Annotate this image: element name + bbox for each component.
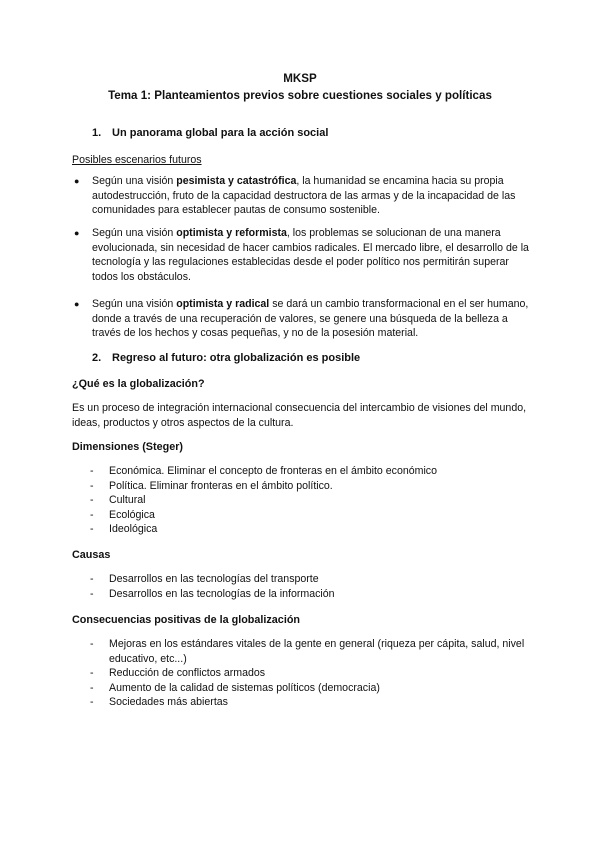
bullet-text-pre: Según una visión xyxy=(92,175,177,187)
list-item xyxy=(90,572,335,587)
scenarios-subheading: Posibles escenarios futuros xyxy=(72,154,202,166)
list-item-text: Desarrollos en las tecnologías de la información xyxy=(109,587,335,600)
dash-icon: - xyxy=(90,696,94,709)
dash-icon: - xyxy=(90,465,94,477)
bullet-text-bold: optimista y radical xyxy=(176,298,270,310)
dash-icon: - xyxy=(90,638,94,650)
dash-icon: - xyxy=(90,587,94,600)
section-1-number: 1. xyxy=(92,127,102,139)
dimensions-heading: Dimensiones (Steger) xyxy=(72,441,183,453)
dash-icon: - xyxy=(90,573,94,585)
list-item xyxy=(90,493,437,508)
list-item-text: Reducción de conflictos armados xyxy=(109,667,266,680)
scenario-bullet-reformist xyxy=(74,226,532,284)
what-is-globalization-heading: ¿Qué es la globalización? xyxy=(72,378,205,390)
positive-consequences-heading: Consecuencias positivas de la globalización xyxy=(72,614,301,626)
bullet-text-post: , los problemas se solucionan de una manera evolucionada, sin necesidad de hacer cambios radicales. El mercado libre, el desarrollo de la tecnología y las regulaciones establecidas desde el poder político nos permitirán superar todos los obstáculos. xyxy=(92,227,529,283)
section-2-title: Regreso al futuro: otra globalización es posible xyxy=(112,352,361,364)
list-item-text: Económica. Eliminar el concepto de fronteras en el ámbito económico xyxy=(109,465,437,477)
scenario-bullet-radical xyxy=(74,297,532,341)
bullet-text-pre: Según una visión xyxy=(92,298,177,310)
bullet-text-pre: Según una visión xyxy=(92,227,177,239)
positive-consequences-list xyxy=(90,637,530,710)
bullet-text-post: se dará un cambio transformacional en el ser humano, donde a través de una recuperación de valores, se genere una búsqueda de la belleza a través de los hechos y cosas pequeñas, y no de la posesión material. xyxy=(92,298,529,340)
list-item-text: Política. Eliminar fronteras en el ámbito político. xyxy=(109,479,333,492)
section-1-title: Un panorama global para la acción social xyxy=(112,127,329,139)
list-item-text: Mejoras en los estándares vitales de la gente en general (riqueza per cápita, salud, nivel educativo, etc...) xyxy=(109,638,525,665)
dimensions-list xyxy=(90,464,437,537)
bullet-icon: ● xyxy=(74,176,80,186)
list-item xyxy=(90,508,437,523)
bullet-icon: ● xyxy=(74,228,80,238)
list-item-text: Ideológica xyxy=(109,523,158,536)
what-is-globalization-text: Es un proceso de integración internacional consecuencia del intercambio de visiones del mundo, ideas, productos y otros aspectos de la cultura. xyxy=(72,402,527,429)
document-title: MKSP xyxy=(283,72,317,85)
list-item xyxy=(90,666,530,681)
causes-list xyxy=(90,572,335,601)
bullet-text-bold: optimista y reformista xyxy=(176,227,287,239)
dash-icon: - xyxy=(90,479,94,492)
list-item xyxy=(90,522,437,537)
list-item-text: Aumento de la calidad de sistemas políticos (democracia) xyxy=(109,681,380,694)
causes-heading: Causas xyxy=(72,549,111,561)
list-item-text: Ecológica xyxy=(109,508,155,521)
list-item xyxy=(90,479,437,494)
dash-icon: - xyxy=(90,667,94,680)
dash-icon: - xyxy=(90,508,94,521)
list-item xyxy=(90,681,530,696)
dash-icon: - xyxy=(90,681,94,694)
bullet-text-post: , la humanidad se encamina hacia su propia autodestrucción, fruto de la capacidad destructora de las armas y de la incapacidad de las comunidades para establecer pautas de consumo sostenible. xyxy=(92,175,516,217)
bullet-icon: ● xyxy=(74,299,80,309)
list-item xyxy=(90,464,437,479)
list-item-text: Sociedades más abiertas xyxy=(109,696,228,709)
section-2-number: 2. xyxy=(92,352,102,364)
list-item xyxy=(90,637,530,666)
list-item-text: Desarrollos en las tecnologías del transporte xyxy=(109,573,319,585)
bullet-text-bold: pesimista y catastrófica xyxy=(176,175,297,187)
dash-icon: - xyxy=(90,523,94,536)
scenario-bullet-pessimistic xyxy=(74,174,532,218)
list-item-text: Cultural xyxy=(109,494,146,507)
list-item xyxy=(90,587,335,602)
document-subtitle: Tema 1: Planteamientos previos sobre cuestiones sociales y políticas xyxy=(108,89,492,102)
list-item xyxy=(90,695,530,710)
dash-icon: - xyxy=(90,494,94,507)
